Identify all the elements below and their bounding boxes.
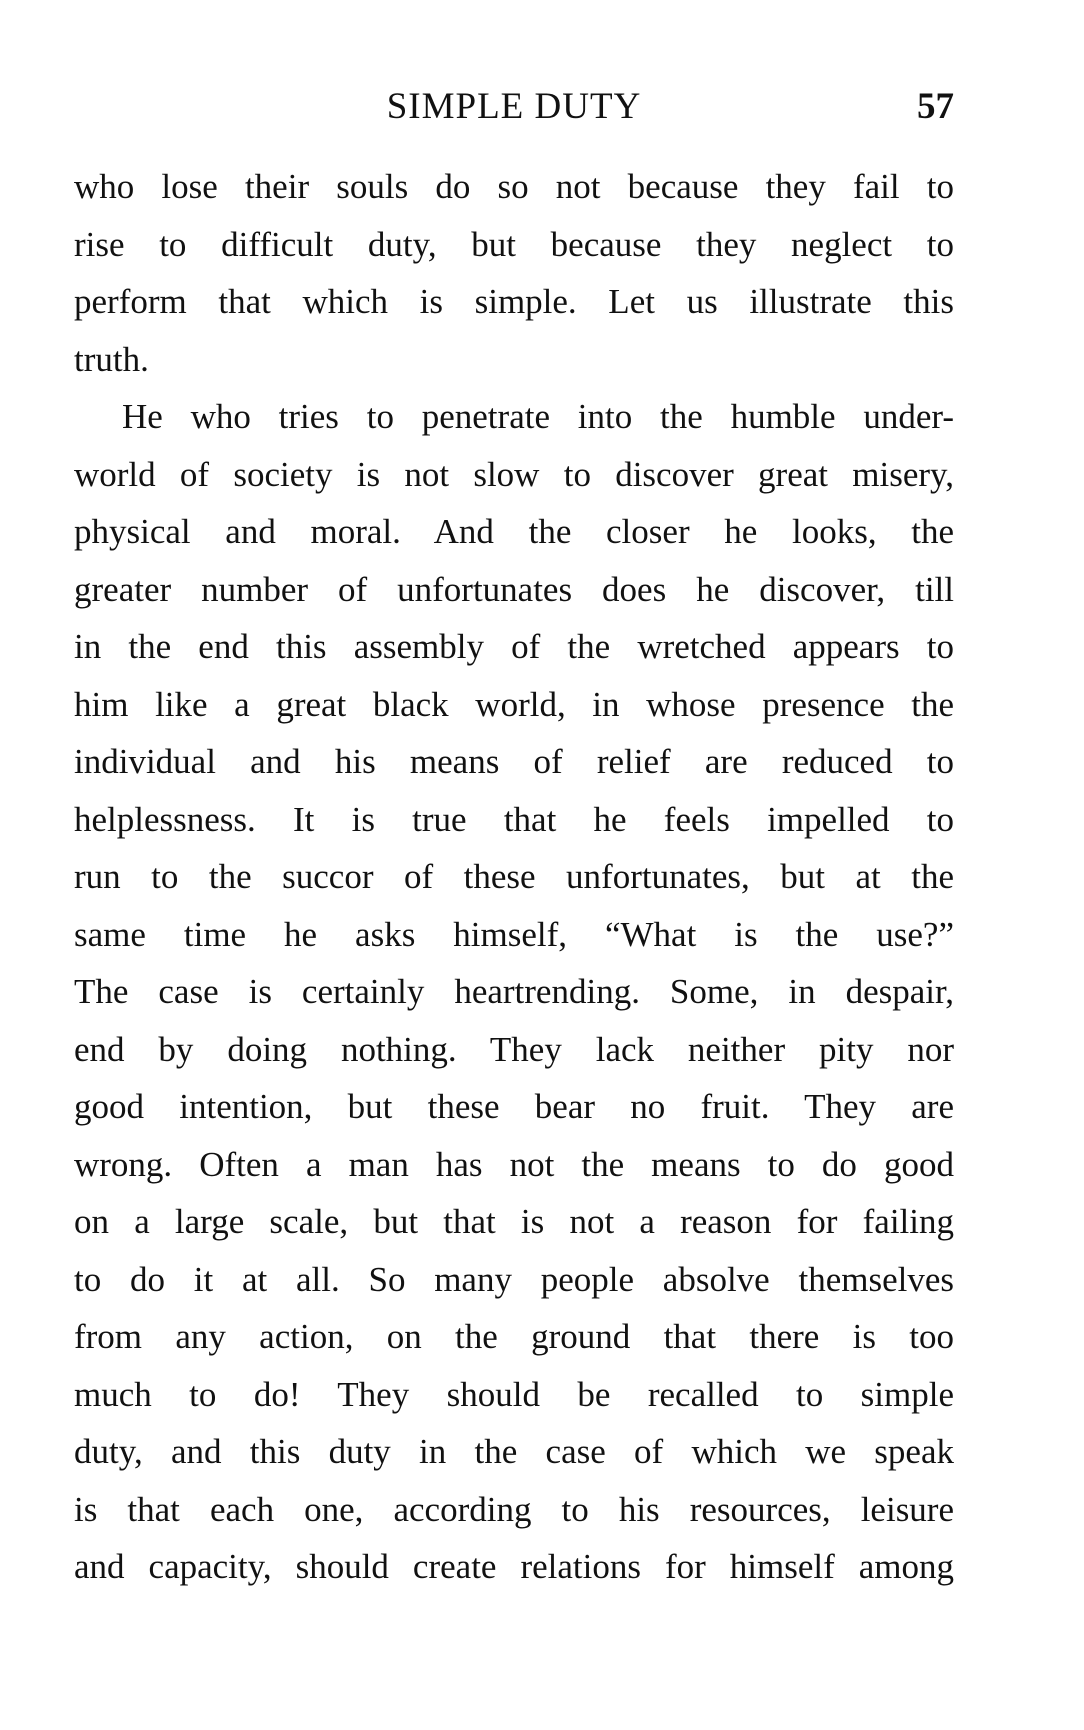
- text-line: in the end this assembly of the wretched appears to: [74, 627, 954, 666]
- text-line: much to do! They should be recalled to simple: [74, 1374, 954, 1414]
- text-line: to do it at all. So many people absolve themselves: [74, 1259, 954, 1299]
- text-line: The case is certainly heartrending. Some, in despair,: [74, 972, 954, 1011]
- text-line: world of society is not slow to discover great misery,: [74, 454, 954, 494]
- text-line: duty, and this duty in the case of which we speak: [74, 1432, 954, 1471]
- paragraph-2: [74, 388, 954, 1596]
- text-line: perform that which is simple. Let us illustrate this: [74, 282, 954, 321]
- text-line: end by doing nothing. They lack neither pity nor: [74, 1029, 954, 1069]
- text-line: physical and moral. And the closer he looks, the: [74, 512, 954, 551]
- running-head: [74, 82, 954, 132]
- running-title: SIMPLE DUTY: [386, 86, 642, 127]
- text-line: greater number of unfortunates does he discover, till: [74, 569, 954, 609]
- text-line: good intention, but these bear no fruit. They are: [74, 1087, 954, 1126]
- text-line: is that each one, according to his resources, leisure: [74, 1489, 954, 1529]
- text-line: individual and his means of relief are reduced to: [74, 742, 954, 781]
- text-line: wrong. Often a man has not the means to do good: [74, 1144, 954, 1184]
- text-line: from any action, on the ground that there is too: [74, 1317, 954, 1356]
- text-line: same time he asks himself, “What is the use?”: [74, 914, 954, 954]
- page-number: 57: [917, 86, 954, 127]
- text-line: run to the succor of these unfortunates, but at the: [74, 857, 954, 896]
- text-line: truth.: [74, 339, 149, 379]
- text-line: and capacity, should create relations for himself among: [74, 1547, 954, 1586]
- text-line: He who tries to penetrate into the humble under-: [122, 397, 954, 436]
- body-text: [74, 158, 954, 1596]
- text-line: who lose their souls do so not because they fail to: [74, 167, 954, 206]
- text-line: helplessness. It is true that he feels impelled to: [74, 799, 954, 839]
- paragraph-1: [74, 158, 954, 388]
- text-line: him like a great black world, in whose presence the: [74, 684, 954, 724]
- text-line: rise to difficult duty, but because they neglect to: [74, 224, 954, 264]
- text-line: on a large scale, but that is not a reason for failing: [74, 1202, 954, 1241]
